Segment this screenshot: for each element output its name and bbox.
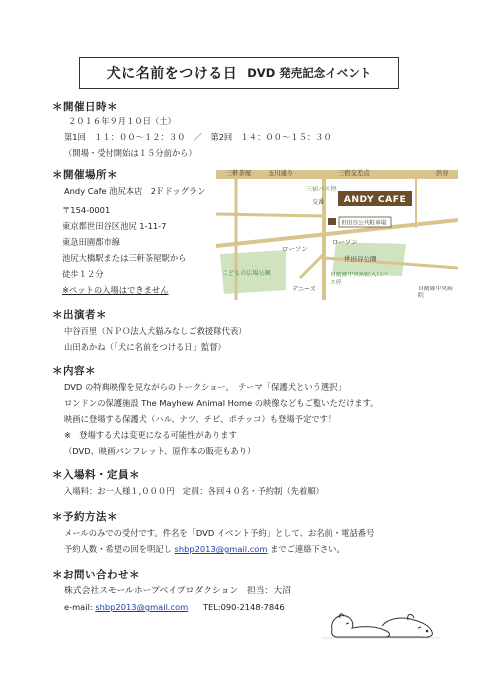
contact-line: [64, 601, 285, 613]
road: [216, 214, 324, 216]
venue-line: Andy Cafe 池尻本店 2Ｆドッグラン: [64, 186, 206, 196]
venue-heading: ＊開催場所＊: [52, 169, 118, 181]
map-label-cafe: ANDY CAFE: [343, 194, 407, 205]
map-label-sangenjaya: 三軒茶屋: [226, 170, 252, 177]
contact-tel: TEL:090-2148-7846: [202, 602, 285, 612]
title-main: 犬に名前をつける日: [106, 66, 238, 82]
contact-email-link[interactable]: shbp2013@gmail.com: [95, 602, 189, 612]
title-box: [79, 57, 399, 89]
map-label-parking: 世田谷公共駐車場: [341, 220, 387, 227]
venue-line: 徒歩１２分: [62, 269, 104, 279]
map-label-hospital: 自衛隊中央病院: [418, 286, 453, 300]
reservation-line: [64, 543, 345, 555]
map-label-hospital-stop-wrap: [330, 272, 392, 290]
content-line: 映画に登場する保護犬（ハル、ナツ、チビ、ポチッコ）も登場予定です！: [64, 414, 337, 424]
map-label-tamagawa: 玉川通り: [268, 170, 294, 177]
contact-heading: ＊お問い合わせ＊: [52, 569, 140, 581]
reservation-heading: ＊予約方法＊: [52, 511, 118, 523]
tamagawa-road: [216, 170, 458, 179]
contact-email-label: e-mail:: [64, 602, 93, 612]
venue-line: 池尻大橋駅または三軒茶屋駅から: [62, 253, 187, 263]
title-sub: DVD 発売記念イベント: [247, 66, 372, 80]
reservation-line: メールのみでの受付です。件名を「DVD イベント予約」として、お名前・電話番号: [64, 528, 375, 538]
datetime-heading: ＊開催日時＊: [52, 101, 118, 113]
content-line: （DVD、映画パンフレット、原作本の販売もあり）: [64, 446, 256, 456]
performers-heading: ＊出演者＊: [52, 309, 107, 321]
map-label-mishuku: 三宿交差点: [338, 170, 370, 177]
venue-line: 東急田園都市線: [62, 237, 121, 247]
reservation-line-pre: 予約人数・希望の回を明記し: [64, 544, 172, 554]
opening-note: （開場・受付開始は１５分前から）: [64, 148, 197, 158]
map-label-setagaya-park: 世田谷公園: [344, 255, 377, 263]
content-line: ロンドンの保護施設 The Mayhew Animal Home の映像などもご覧いただけます。: [64, 398, 379, 408]
venue-line: 東京都世田谷区池尻 1-11-7: [62, 221, 167, 231]
event-sessions: 第1回 １１：００〜１２：３０ ／ 第2回 １４：００〜１５：３０: [64, 132, 332, 142]
performer: 山田あかね（「犬に名前をつける日」監督）: [64, 342, 226, 352]
content-line: ※ 登場する犬は変更になる可能性があります: [64, 430, 237, 440]
map-label-koban: 交番: [312, 199, 325, 206]
reservation-line-post: までご連絡下さい。: [270, 544, 345, 554]
map-label-hospital-stop: 自衛隊中央病院入口バス停: [330, 272, 388, 286]
map-label-bus-stop: 三宿バス停: [306, 186, 337, 193]
map-label-hospital-wrap: [418, 286, 456, 300]
pet-note: ※ペットの入場はできません: [62, 285, 169, 295]
reservation-email-link[interactable]: shbp2013@gmail.com: [174, 544, 268, 554]
dog-drawing: [332, 614, 433, 637]
admission-line: 入場料：お一人様１,０００円 定員：各回４０名・予約制（先着順）: [64, 486, 324, 496]
access-map: [216, 158, 458, 300]
parking-marker: [328, 218, 336, 225]
event-date: ２０１６年９月１０日（土）: [68, 116, 176, 126]
map-label-shibuya: 渋谷: [436, 170, 449, 177]
map-label-kids-park: こどもの広場公園: [222, 270, 271, 277]
admission-heading: ＊入場料・定員＊: [52, 469, 140, 481]
venue-line: 〒154-0001: [62, 205, 111, 215]
contact-org: 株式会社スモールホープベイプロダクション 担当：大沼: [64, 586, 291, 596]
map-label-lawson: ローソン: [332, 238, 358, 246]
sleeping-dogs-illustration: [322, 596, 440, 640]
map-label-lawson: ローソン: [282, 245, 308, 253]
content-line: DVD の特典映像を見ながらのトークショー。 テーマ「保護犬という選択」: [64, 382, 346, 392]
map-label-dennys: デニーズ: [292, 286, 316, 293]
content-heading: ＊内容＊: [52, 365, 96, 377]
performer: 中谷百里（ＮＰＯ法人犬猫みなしご救援隊代表）: [64, 326, 247, 336]
